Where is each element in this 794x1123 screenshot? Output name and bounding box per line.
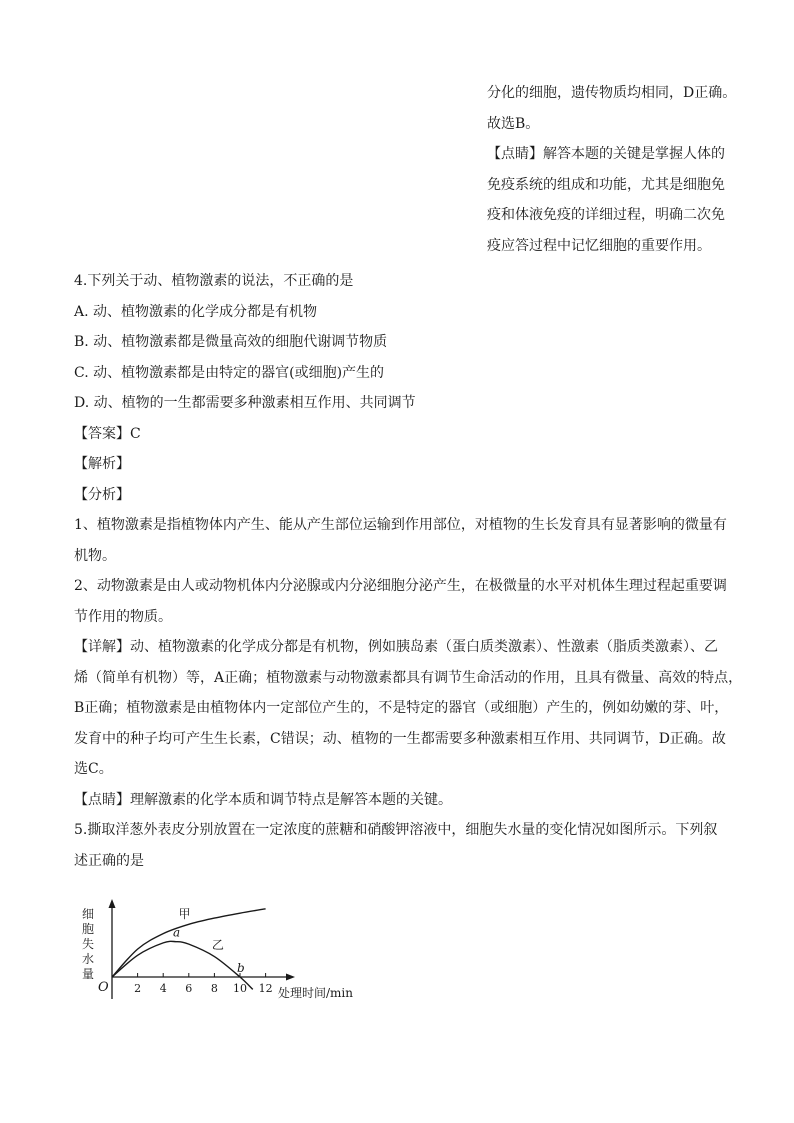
analysis-line: B正确；植物激素是由植物体内一定部位产生的，不是特定的器官（或细胞）产生的，例如幼嫩的芽、叶， [74,700,729,716]
y-axis-label-char: 量 [81,967,95,981]
analysis-line: 【详解】动、植物激素的化学成分都是有机物，例如胰岛素（蛋白质类激素）、性激素（脂质类激素）、乙 [74,639,718,655]
analysis-line: 【点睛】理解激素的化学本质和调节特点是解答本题的关键。 [74,791,452,808]
text-line: 【点睛】解答本题的关键是掌握人体的 [487,146,725,162]
text-line: 故选B。 [487,115,540,132]
x-tick-label: 2 [134,982,142,995]
analysis-line: 1、植物激素是指植物体内产生、能从产生部位运输到作用部位，对植物的生长发育具有显著影响的微量有 [74,517,727,533]
text-line: 疫应答过程中记忆细胞的重要作用。 [487,237,711,254]
y-axis-label-char: 胞 [81,922,95,936]
point-label-a: a [173,925,181,940]
option-b: B. 动、植物激素都是微量高效的细胞代谢调节物质 [74,334,388,350]
x-axis-arrow [286,974,295,981]
analysis-line: 2、动物激素是由人或动物机体内分泌腺或内分泌细胞分泌产生，在极微量的水平对机体生理过程起重要调 [74,578,727,594]
y-axis-arrow [109,899,116,908]
analysis-line: 烯（简单有机物）等，A正确；植物激素与动物激素都具有调节生命活动的作用，且具有微量、高效的特点， [74,669,743,686]
x-tick-label: 8 [210,982,218,995]
y-axis-label-char: 失 [81,937,95,951]
analysis-line: 选C。 [74,761,113,777]
analysis-line: 发育中的种子均可产生生长素，C错误；动、植物的一生都需要多种激素相互作用、共同调节，D正确。故 [74,730,726,747]
x-ticks [134,973,273,995]
previous-answer-continuation [487,78,757,261]
origin-label: O [98,980,109,995]
option-a: A. 动、植物激素的化学成分都是有机物 [74,303,318,320]
question-5-stem: 5.撕取洋葱外表皮分别放置在一定浓度的蔗糖和硝酸钾溶液中，细胞失水量的变化情况如图所示。下列叙 [74,822,718,838]
jiexi-label: 【解析】 [74,456,130,472]
text-line: 疫和体液免疫的详细过程，明确二次免 [487,207,725,223]
point-label-b: b [237,961,245,975]
option-c: C. 动、植物激素都是由特定的器官(或细胞)产生的 [74,364,385,381]
x-tick-label: 12 [258,982,273,995]
fenxi-label: 【分析】 [74,486,130,503]
y-axis-label-char: 水 [81,952,95,966]
x-axis-label: 处理时间/min [278,986,353,1000]
water-loss-chart [74,896,374,1016]
series-name-yi: 乙 [211,938,224,953]
question-5-stem: 述正确的是 [74,852,144,869]
y-axis-label-char: 细 [81,907,95,921]
x-tick-label: 6 [185,982,193,995]
x-tick-label: 10 [233,982,247,995]
x-tick-label: 4 [159,982,167,995]
y-axis-label [82,907,94,981]
option-d: D. 动、植物的一生都需要多种激素相互作用、共同调节 [74,395,416,411]
series-name-jia: 甲 [178,907,191,922]
text-line: 免疫系统的组成和功能，尤其是细胞免 [487,176,725,193]
text-line: 分化的细胞，遗传物质均相同，D正确。 [487,85,737,101]
analysis-line: 节作用的物质。 [74,608,172,625]
answer-label: 【答案】C [74,425,141,442]
chart-svg [74,896,374,1016]
question-4-stem: 4.下列关于动、植物激素的说法，不正确的是 [74,273,354,289]
analysis-line: 机物。 [74,547,116,564]
question-section [74,266,764,876]
